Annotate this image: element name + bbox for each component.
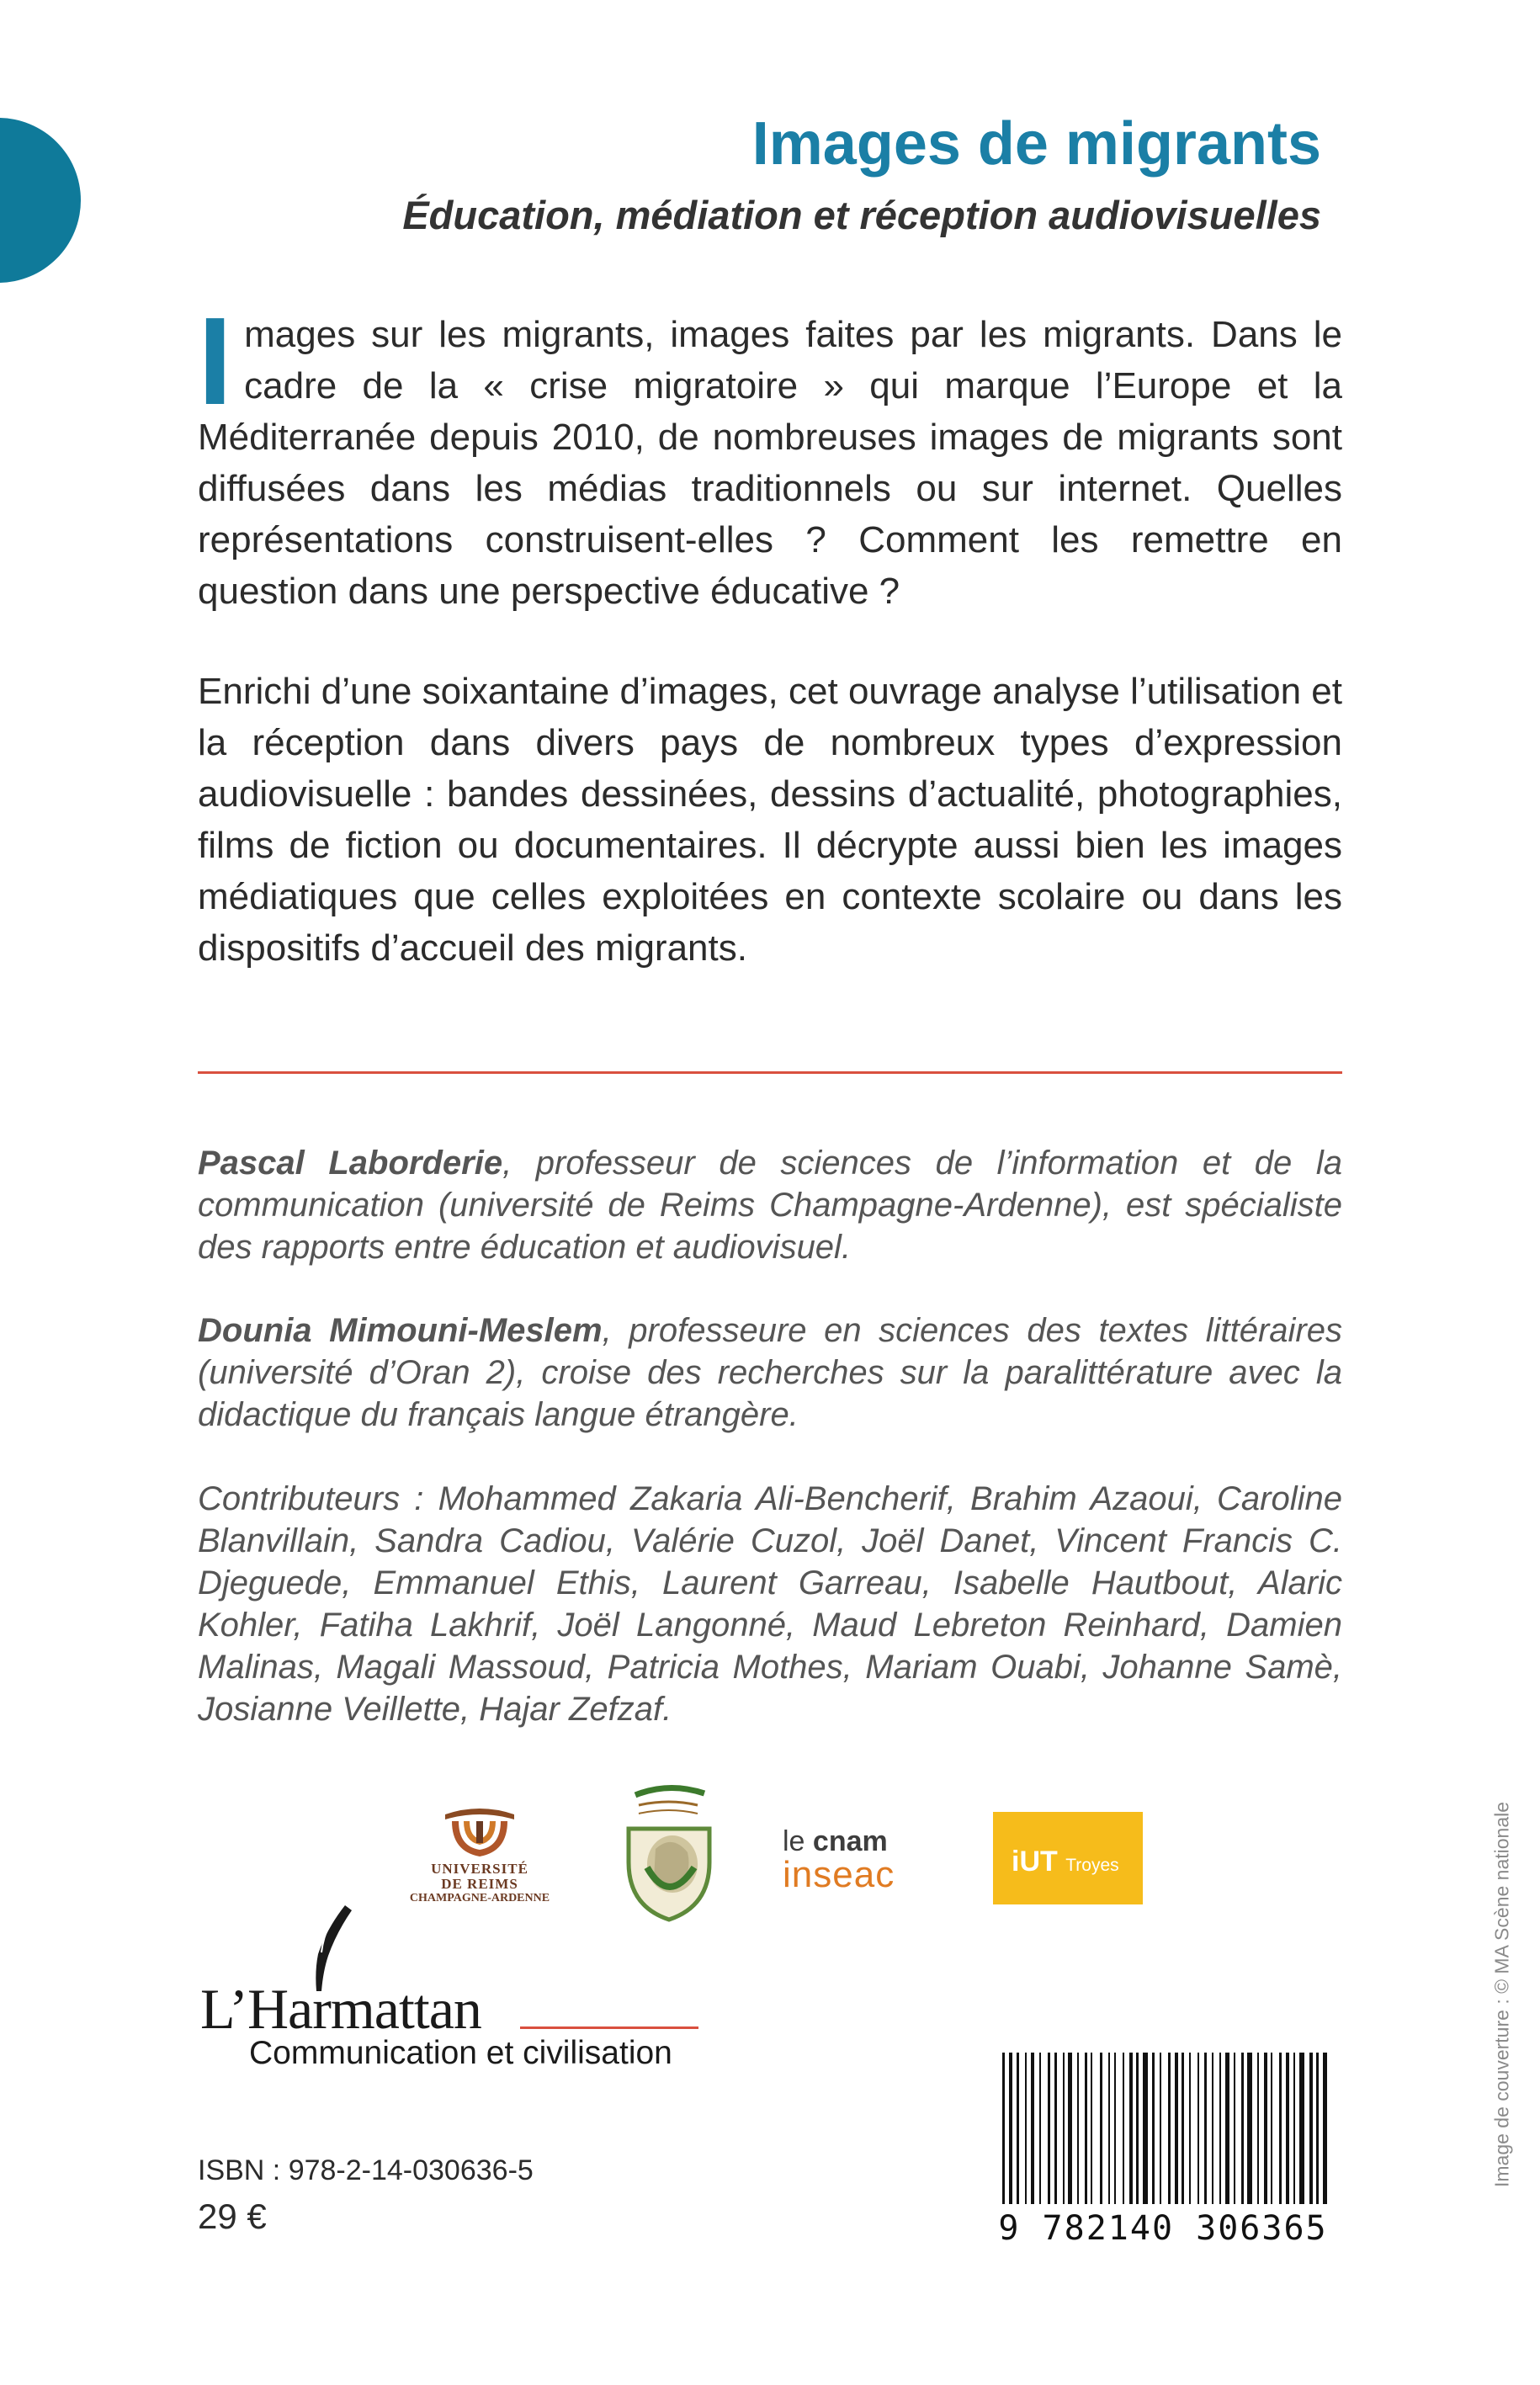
- barcode-bar: [1197, 2053, 1199, 2204]
- cnam-bold: cnam: [812, 1825, 888, 1857]
- reims-line-3: CHAMPAGNE-ARDENNE: [409, 1892, 550, 1904]
- author-bio-1-text: , professeur de sciences de l’information et de la communication (université de Reims Champagne-Ardenne), est spécialiste des rapports entre éducation et audiovisuel.: [198, 1145, 1343, 1266]
- barcode-bar: [1160, 2053, 1161, 2204]
- barcode-bar: [1234, 2053, 1235, 2204]
- barcode-bar: [1168, 2053, 1171, 2204]
- barcode-bar: [1293, 2053, 1295, 2204]
- price: 29 €: [198, 2196, 267, 2236]
- barcode-bar: [1143, 2053, 1148, 2204]
- barcode-bar: [1068, 2053, 1072, 2204]
- barcode-bar: [1085, 2053, 1087, 2204]
- blurb-paragraph-1-text: mages sur les migrants, images faites par les migrants. Dans le cadre de la « crise migratoire » qui marque l’Europe et la Méditerranée depuis 2010, de nombreuses images de migrants sont diffusées dans les médias traditionnels ou sur internet. Quelles représentations construisent-elles ? Comment les remettre en question dans une perspective éducative ?: [198, 314, 1342, 612]
- barcode-bar: [1039, 2053, 1041, 2204]
- barcode-bar: [1136, 2053, 1139, 2204]
- barcode-bar: [1129, 2053, 1133, 2204]
- barcode-bar: [1054, 2053, 1057, 2204]
- decorative-blue-tab: [0, 118, 81, 283]
- barcode-bar: [1077, 2053, 1079, 2204]
- barcode-bar: [1212, 2053, 1213, 2204]
- logo-cnam-inseac: [783, 1826, 934, 1894]
- iut-wordmark: [1012, 1846, 1119, 1878]
- inseac-wordmark: inseac: [783, 1854, 895, 1895]
- logo-universite-oran: [610, 1780, 728, 1923]
- barcode-bar: [1247, 2053, 1252, 2204]
- cover-image-credit: [1484, 1746, 1521, 2243]
- barcode-bar: [1063, 2053, 1065, 2204]
- barcode-bar: [1309, 2053, 1313, 2204]
- barcode-bar: [1048, 2053, 1050, 2204]
- isbn: ISBN : 978-2-14-030636-5: [198, 2154, 534, 2186]
- barcode-bar: [1114, 2053, 1116, 2204]
- barcode-bar: [1323, 2053, 1327, 2204]
- book-subtitle: Éducation, médiation et réception audiovisuelles: [402, 193, 1321, 237]
- barcode-bar: [1189, 2053, 1191, 2204]
- barcode-bar: [1031, 2053, 1034, 2204]
- barcode: [990, 2049, 1336, 2251]
- barcode-bar: [1017, 2053, 1019, 2204]
- barcode-bar: [1108, 2053, 1110, 2204]
- barcode-bar: [1299, 2053, 1304, 2204]
- barcode-bar: [1009, 2053, 1012, 2204]
- contributors-list: Contributeurs : Mohammed Zakaria Ali-Bencherif, Brahim Azaoui, Caroline Blanvillain, Sandra Cadiou, Valérie Cuzol, Joël Danet, Vincent Francis C. Djeguede, Emmanuel Ethis, Laurent Garreau, Isabelle Hautbout, Alaric Kohler, Fatiha Lakhrif, Joël Langonné, Maud Lebreton Reinhard, Damien Malinas, Magali Massoud, Patricia Mothes, Mariam Ouabi, Johanne Samè, Josianne Veillette, Hajar Zefzaf.: [198, 1480, 1342, 1728]
- cnam-prefix: le: [783, 1825, 813, 1857]
- iut-main: iUT: [1012, 1846, 1058, 1878]
- author-name-2: Dounia Mimouni-Meslem: [198, 1312, 603, 1349]
- barcode-bar: [1271, 2053, 1272, 2204]
- cnam-wordmark: [783, 1826, 934, 1856]
- blurb-paragraph-2: Enrichi d’une soixantaine d’images, cet ouvrage analyse l’utilisation et la réception dans divers pays de nombreux types d’expression audiovisuelle : bandes dessinées, dessins d’actualité, photographies, films de fiction ou documentaires. Il décrypte aussi bien les images médiatiques que celles exploitées en contexte scolaire ou dans les dispositifs d’accueil des migrants.: [198, 671, 1342, 969]
- barcode-bar: [1219, 2053, 1221, 2204]
- barcode-bar: [1182, 2053, 1184, 2204]
- book-title: Images de migrants: [751, 110, 1321, 178]
- barcode-digits: 9 782140 306365: [998, 2209, 1328, 2248]
- barcode-bar: [1100, 2053, 1102, 2204]
- barcode-bar: [1286, 2053, 1289, 2204]
- barcode-bar: [1316, 2053, 1319, 2204]
- author-bio-2-text: , professeure en sciences des textes littéraires (université d’Oran 2), croise des recherches sur la paralittérature avec la didactique du français langue étrangère.: [198, 1312, 1342, 1433]
- author-bio-2: [198, 1309, 1342, 1436]
- barcode-bar: [1091, 2053, 1092, 2204]
- barcode-bar: [1279, 2053, 1282, 2204]
- logo-universite-reims: [396, 1808, 564, 1909]
- reims-emblem-icon: [433, 1808, 526, 1862]
- barcode-bar: [1264, 2053, 1267, 2204]
- barcode-bar: [1152, 2053, 1155, 2204]
- barcode-bar: [1257, 2053, 1259, 2204]
- oran-university-emblem-icon: [610, 1780, 728, 1923]
- barcode-bar: [1002, 2053, 1005, 2204]
- section-divider: [198, 1071, 1342, 1074]
- barcode-bar: [1025, 2053, 1027, 2204]
- author-name-1: Pascal Laborderie: [198, 1145, 503, 1182]
- cover-image-credit-text: Image de couverture : © MA Scène nationale: [1490, 1801, 1513, 2188]
- iut-sub: Troyes: [1065, 1856, 1119, 1875]
- reims-line-2: DE REIMS: [441, 1876, 518, 1892]
- author-bio-1: [198, 1142, 1342, 1268]
- publisher-underline: [520, 2026, 698, 2029]
- blurb-paragraph-1: [198, 292, 1342, 617]
- reims-line-1: UNIVERSITÉ: [431, 1861, 528, 1877]
- barcode-bars-icon: [990, 2049, 1336, 2209]
- barcode-bar: [1123, 2053, 1124, 2204]
- drop-cap: I: [198, 292, 233, 431]
- barcode-bar: [1241, 2053, 1244, 2204]
- barcode-bar: [1225, 2053, 1229, 2204]
- publisher-name: L’Harmattan: [200, 1977, 481, 2041]
- collection-name: Communication et civilisation: [249, 2035, 672, 2071]
- barcode-bar: [1204, 2053, 1207, 2204]
- logo-iut-troyes: [993, 1812, 1143, 1904]
- barcode-bar: [1175, 2053, 1178, 2204]
